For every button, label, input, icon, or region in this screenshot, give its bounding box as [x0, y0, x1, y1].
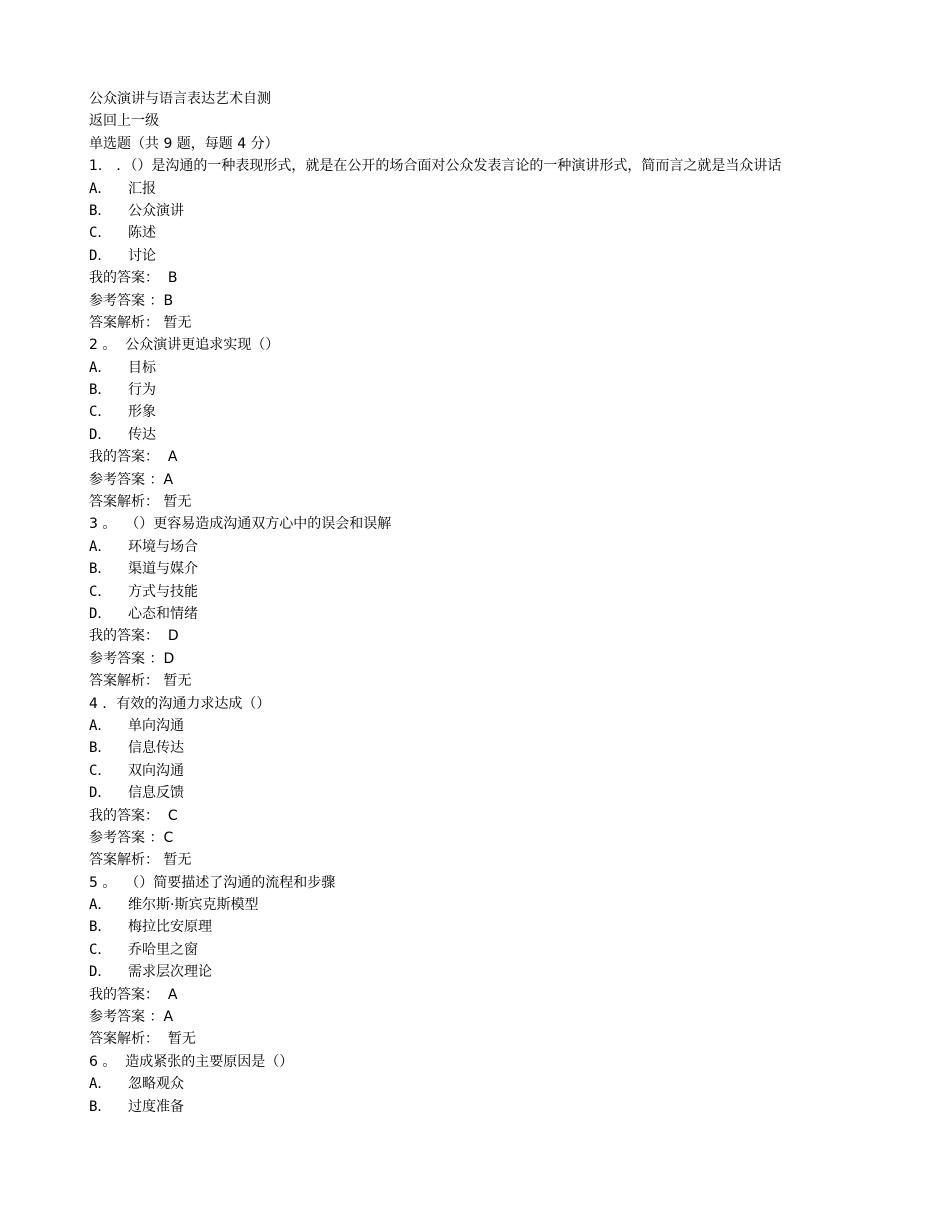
option-b: [89, 1096, 879, 1118]
question-block: [89, 334, 879, 513]
question-block: [89, 872, 879, 1051]
option-letter: B．: [89, 561, 112, 578]
option-text: 传达: [128, 426, 156, 443]
option-d: [89, 961, 879, 983]
question-block: [89, 1051, 879, 1118]
option-b: [89, 379, 879, 401]
option-text: 形象: [128, 404, 156, 421]
answer-analysis: 答案解析： 暂无: [89, 852, 192, 869]
document-title: 公众演讲与语言表达艺术自测: [89, 91, 271, 107]
option-letter: A．: [89, 359, 112, 376]
my-answer: 我的答案： D: [89, 628, 179, 645]
document-page: [89, 88, 879, 1118]
question-text: 4 ．有效的沟通力求达成（）: [89, 695, 271, 712]
option-letter: C．: [89, 404, 112, 421]
option-text: 需求层次理论: [128, 964, 212, 981]
option-text: 信息反馈: [128, 785, 184, 802]
my-answer: 我的答案： A: [89, 449, 178, 466]
option-text: 汇报: [128, 180, 156, 197]
option-letter: A．: [89, 538, 112, 555]
option-b: [89, 737, 879, 759]
option-text: 陈述: [128, 225, 156, 242]
answer-analysis: 答案解析： 暂无: [89, 1031, 196, 1048]
option-text: 维尔斯·斯宾克斯模型: [128, 897, 259, 914]
question-block: [89, 513, 879, 692]
option-letter: A．: [89, 897, 112, 914]
option-text: 心态和情绪: [128, 606, 198, 622]
option-letter: C．: [89, 762, 112, 779]
option-d: [89, 603, 879, 625]
question-block: [89, 155, 879, 334]
option-letter: D．: [89, 964, 112, 981]
reference-answer: 参考答案 ：D: [89, 650, 175, 667]
option-letter: C．: [89, 941, 112, 958]
answer-analysis: 答案解析： 暂无: [89, 673, 192, 690]
my-answer: 我的答案： A: [89, 986, 178, 1003]
option-text: 单向沟通: [128, 717, 184, 734]
option-letter: B．: [89, 740, 112, 757]
answer-analysis: 答案解析： 暂无: [89, 494, 192, 511]
reference-answer: 参考答案 ：C: [89, 829, 174, 846]
option-text: 公众演讲: [128, 202, 184, 219]
option-text: 信息传达: [128, 740, 184, 757]
option-a: [89, 357, 879, 379]
option-d: [89, 782, 879, 804]
option-c: [89, 939, 879, 961]
option-text: 忽略观众: [128, 1076, 184, 1093]
option-a: [89, 715, 879, 737]
option-b: [89, 200, 879, 222]
section-header: 单选题（共 9 题，每题 4 分）: [89, 135, 279, 152]
question-block: [89, 693, 879, 872]
option-text: 行为: [128, 382, 156, 399]
reference-answer: 参考答案 ：A: [89, 471, 174, 488]
option-text: 双向沟通: [128, 762, 184, 779]
option-letter: B．: [89, 382, 112, 399]
option-letter: C．: [89, 583, 112, 600]
option-letter: A．: [89, 180, 112, 197]
my-answer: 我的答案： B: [89, 270, 178, 287]
question-text: 6 。 造成紧张的主要原因是（）: [89, 1053, 294, 1070]
option-letter: D．: [89, 606, 112, 622]
option-text: 讨论: [128, 247, 156, 264]
option-letter: C．: [89, 225, 112, 242]
option-text: 过度准备: [128, 1098, 184, 1115]
option-a: [89, 536, 879, 558]
option-b: [89, 916, 879, 938]
question-text: 1． ．（）是沟通的一种表现形式，就是在公开的场合面对公众发表言论的一种演讲形式，简而言之就是当众讲话: [89, 158, 782, 175]
question-text: 5 。 （）简要描述了沟通的流程和步骤: [89, 874, 336, 891]
option-c: [89, 222, 879, 244]
option-letter: D．: [89, 247, 112, 264]
option-c: [89, 401, 879, 423]
option-letter: D．: [89, 785, 112, 802]
option-letter: A．: [89, 1076, 112, 1093]
option-text: 渠道与媒介: [128, 561, 198, 578]
option-text: 方式与技能: [128, 583, 198, 600]
question-text: 3 。 （）更容易造成沟通双方心中的误会和误解: [89, 516, 392, 533]
option-a: [89, 1073, 879, 1095]
reference-answer: 参考答案 ：A: [89, 1009, 174, 1026]
option-c: [89, 581, 879, 603]
option-letter: B．: [89, 1098, 112, 1115]
option-text: 环境与场合: [128, 538, 198, 555]
option-letter: B．: [89, 202, 112, 219]
reference-answer: 参考答案 ：B: [89, 292, 174, 309]
option-text: 梅拉比安原理: [128, 919, 212, 936]
option-letter: A．: [89, 717, 112, 734]
question-text: 2 。 公众演讲更追求实现（）: [89, 337, 280, 354]
option-a: [89, 894, 879, 916]
option-d: [89, 424, 879, 446]
answer-analysis: 答案解析： 暂无: [89, 314, 192, 331]
option-d: [89, 245, 879, 267]
option-a: [89, 178, 879, 200]
option-text: 目标: [128, 359, 156, 376]
option-letter: D．: [89, 426, 112, 443]
option-text: 乔哈里之窗: [128, 941, 198, 958]
back-link[interactable]: 返回上一级: [89, 113, 159, 130]
option-b: [89, 558, 879, 580]
option-c: [89, 760, 879, 782]
option-letter: B．: [89, 919, 112, 936]
my-answer: 我的答案： C: [89, 807, 178, 824]
